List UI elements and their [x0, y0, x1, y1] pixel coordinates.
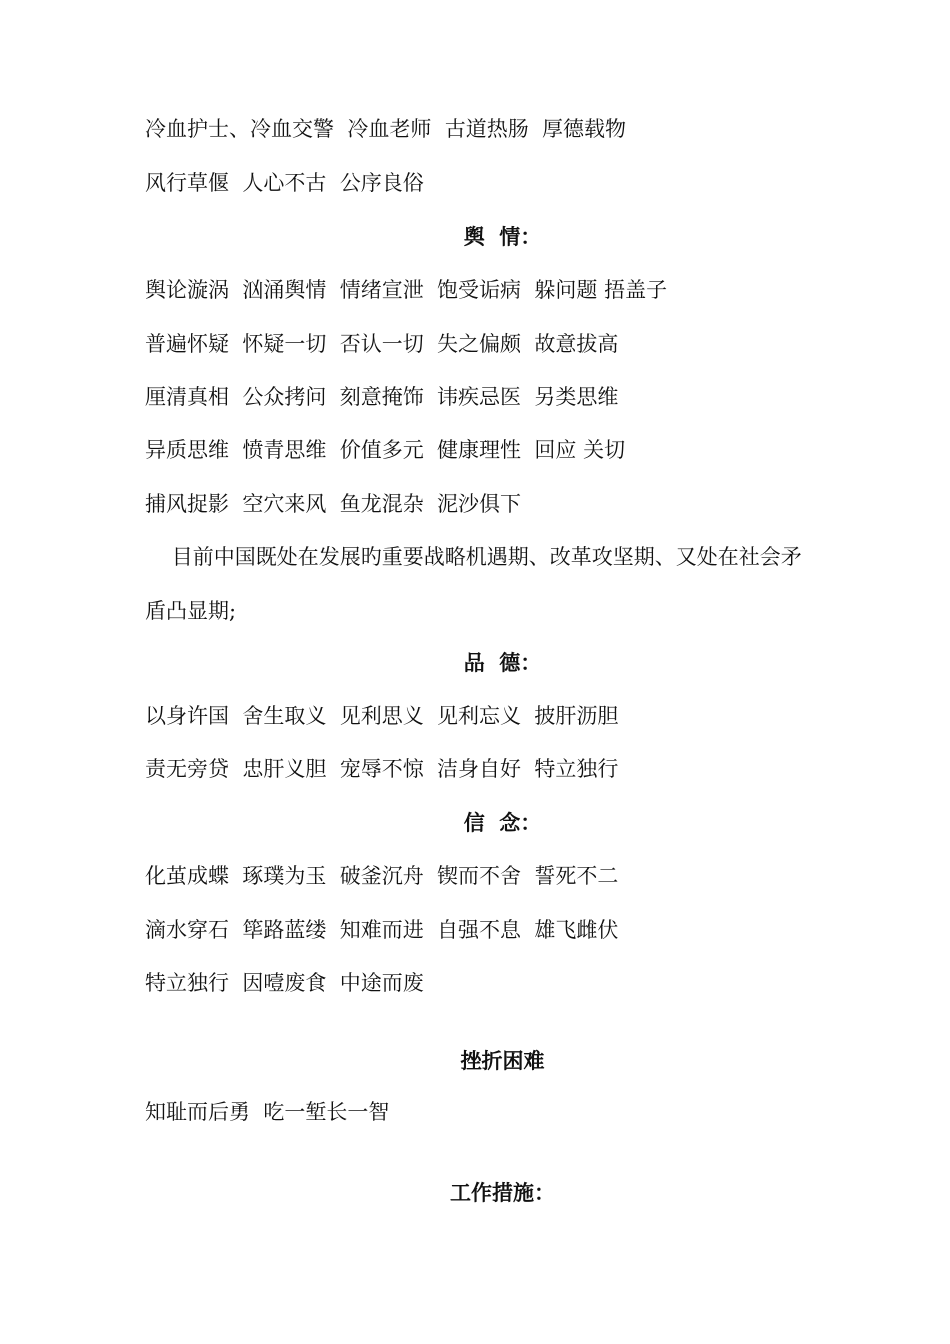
text-line: 舆论漩涡 汹涌舆情 情绪宣泄 饱受诟病 躲问题 捂盖子 — [145, 278, 668, 302]
section-heading-pinde: 品 德： — [463, 650, 542, 675]
section-heading-yuqing: 舆 情： — [463, 224, 542, 249]
text-line: 厘清真相 公众拷问 刻意掩饰 讳疾忌医 另类思维 — [145, 385, 619, 409]
text-line: 滴水穿石 筚路蓝缕 知难而进 自强不息 雄飞雌伏 — [145, 918, 619, 942]
text-line: 异质思维 愤青思维 价值多元 健康理性 回应 关切 — [145, 438, 626, 462]
section-heading-cuozhe: 挫折困难 — [460, 1048, 545, 1073]
text-line: 冷血护士、冷血交警 冷血老师 古道热肠 厚德载物 — [145, 117, 627, 141]
text-line: 风行草偃 人心不古 公序良俗 — [145, 171, 424, 195]
text-line: 普遍怀疑 怀疑一切 否认一切 失之偏颇 故意拔高 — [145, 332, 619, 356]
text-line: 以身许国 舍生取义 见利思义 见利忘义 披肝沥胆 — [145, 704, 619, 728]
text-line: 化茧成蝶 琢璞为玉 破釜沉舟 锲而不舍 誓死不二 — [145, 864, 619, 888]
paragraph-line: 目前中国既处在发展旳重要战略机遇期、改革攻坚期、又处在社会矛 — [145, 545, 802, 569]
text-line: 知耻而后勇 吃一堑长一智 — [145, 1100, 390, 1124]
paragraph-line: 盾凸显期; — [145, 599, 237, 623]
text-line: 责无旁贷 忠肝义胆 宠辱不惊 洁身自好 特立独行 — [145, 757, 619, 781]
section-heading-xinnian: 信 念： — [463, 810, 542, 835]
text-line: 捕风捉影 空穴来风 鱼龙混杂 泥沙俱下 — [145, 492, 522, 516]
text-line: 特立独行 因噎废食 中途而废 — [145, 971, 424, 995]
section-heading-gongzuo: 工作措施： — [450, 1180, 555, 1205]
